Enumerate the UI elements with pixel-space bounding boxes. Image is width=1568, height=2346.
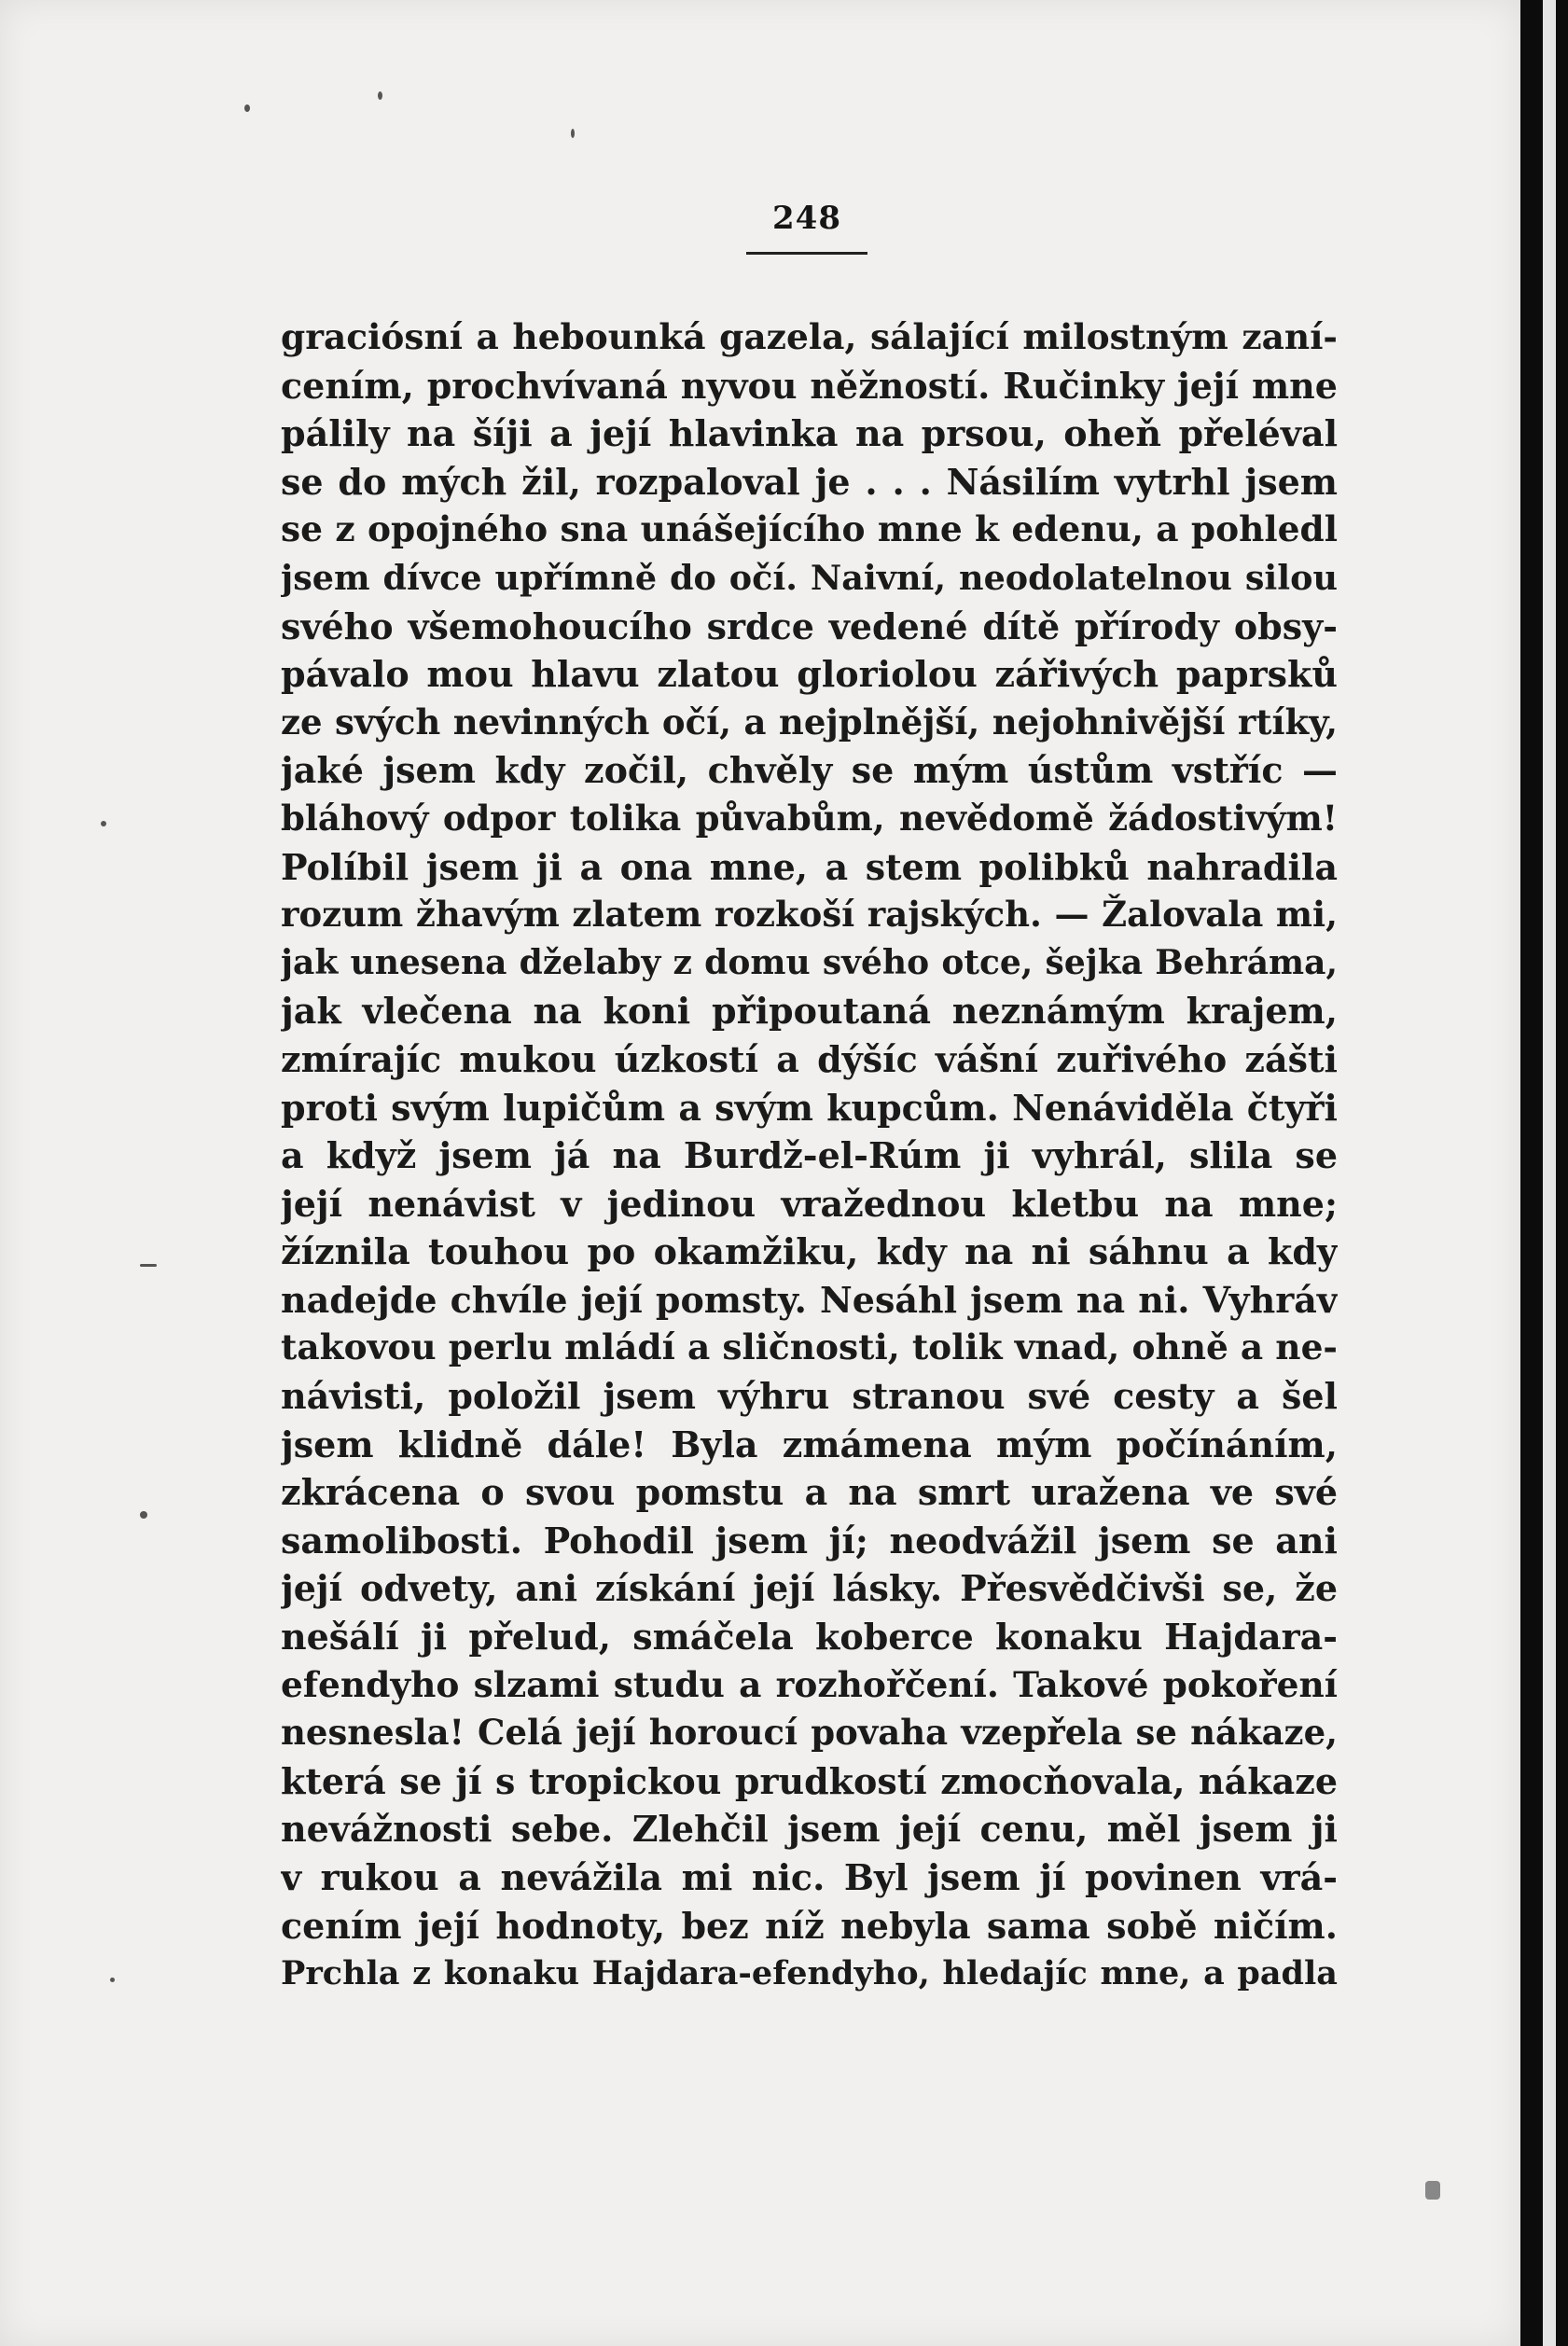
text-line: takovou perlu mládí a sličnosti, tolik vnad, ohně a ne-: [281, 1326, 1338, 1368]
scan-speck: [140, 1264, 157, 1267]
text-line: svého všemohoucího srdce vedené dítě přírody obsy-: [281, 604, 1338, 647]
text-line: Políbil jsem ji a ona mne, a stem polibků nahradila: [281, 845, 1338, 888]
text-line: jsem dívce upřímně do očí. Naivní, neodolatelnou silou: [281, 557, 1338, 598]
scan-speck: [110, 1978, 115, 1982]
text-line: zkrácena o svou pomstu a na smrt uražena ve své: [281, 1471, 1338, 1514]
text-line: jak vlečena na koni připoutaná neznámým krajem,: [281, 990, 1338, 1033]
text-line: nesnesla! Celá její horoucí povaha vzepřela se nákaze,: [281, 1712, 1338, 1754]
text-line: a když jsem já na Burdž-el-Rúm ji vyhrál, slila se: [281, 1134, 1338, 1177]
text-line: graciósní a hebounká gazela, sálající milostným zaní-: [281, 316, 1338, 357]
text-line: její nenávist v jedinou vražednou kletbu na mne;: [281, 1182, 1338, 1225]
scan-speck: [140, 1511, 147, 1519]
text-line: Prchla z konaku Hajdara-efendyho, hledajíc mne, a padla: [281, 1954, 1338, 1993]
text-line: v rukou a nevážila mi nic. Byl jsem jí povinen vrá-: [281, 1856, 1338, 1898]
text-line: bláhový odpor tolika půvabům, nevědomě žádostivým!: [281, 797, 1338, 839]
text-line: nešálí ji přelud, smáčela koberce konaku Hajdara-: [281, 1616, 1338, 1659]
text-line: cením, prochvívaná nyvou něžností. Ručinky její mne: [281, 364, 1338, 407]
text-line: její odvety, ani získání její lásky. Přesvědčivši se, že: [281, 1567, 1338, 1610]
text-line: proti svým lupičům a svým kupcům. Nenáviděla čtyři: [281, 1086, 1338, 1129]
text-line: zmírajíc mukou úzkostí a dýšíc vášní zuřivého zášti: [281, 1037, 1338, 1080]
page-number: 248: [772, 200, 841, 237]
text-line: nevážnosti sebe. Zlehčil jsem její cenu, měl jsem ji: [281, 1808, 1338, 1851]
text-line: která se jí s tropickou prudkostí zmocňovala, nákaze: [281, 1759, 1338, 1802]
text-line: rozum žhavým zlatem rozkoší rajských. — Žalovala mi,: [281, 894, 1338, 936]
text-line: jsem klidně dále! Byla zmámena mým počínáním,: [281, 1423, 1338, 1465]
scan-speck: [571, 129, 575, 138]
text-line: pávalo mou hlavu zlatou gloriolou zářivých paprsků: [281, 653, 1338, 696]
text-line: ze svých nevinných očí, a nejplnější, nejohnivější rtíky,: [281, 701, 1338, 743]
text-line: nadejde chvíle její pomsty. Nesáhl jsem na ni. Vyhráv: [281, 1278, 1338, 1321]
body-text: [281, 313, 1338, 1998]
scan-speck: [378, 91, 382, 100]
text-line: pálily na šíji a její hlavinka na prsou, oheň přeléval: [281, 412, 1338, 455]
text-line: cením její hodnoty, bez níž nebyla sama sobě ničím.: [281, 1904, 1338, 1947]
text-line: efendyho slzami studu a rozhořčení. Takové pokoření: [281, 1663, 1338, 1705]
page-number-rule: [746, 252, 867, 255]
text-line: samolibosti. Pohodil jsem jí; neodvážil jsem se ani: [281, 1519, 1338, 1562]
text-line: jak unesena dželaby z domu svého otce, šejka Behráma,: [281, 942, 1338, 982]
text-line: návisti, položil jsem výhru stranou své cesty a šel: [281, 1375, 1338, 1418]
scan-speck: [244, 104, 250, 112]
scan-speck: [1425, 2181, 1440, 2200]
text-line: jaké jsem kdy zočil, chvěly se mým ústům vstříc —: [281, 749, 1338, 792]
text-line: se z opojného sna unášejícího mne k edenu, a pohledl: [281, 508, 1338, 550]
binding-gap: [1543, 0, 1556, 2346]
text-line: žíznila touhou po okamžiku, kdy na ni sáhnu a kdy: [281, 1230, 1338, 1273]
scan-speck: [101, 821, 106, 826]
text-line: se do mých žil, rozpaloval je . . . Násilím vytrhl jsem: [281, 460, 1338, 503]
